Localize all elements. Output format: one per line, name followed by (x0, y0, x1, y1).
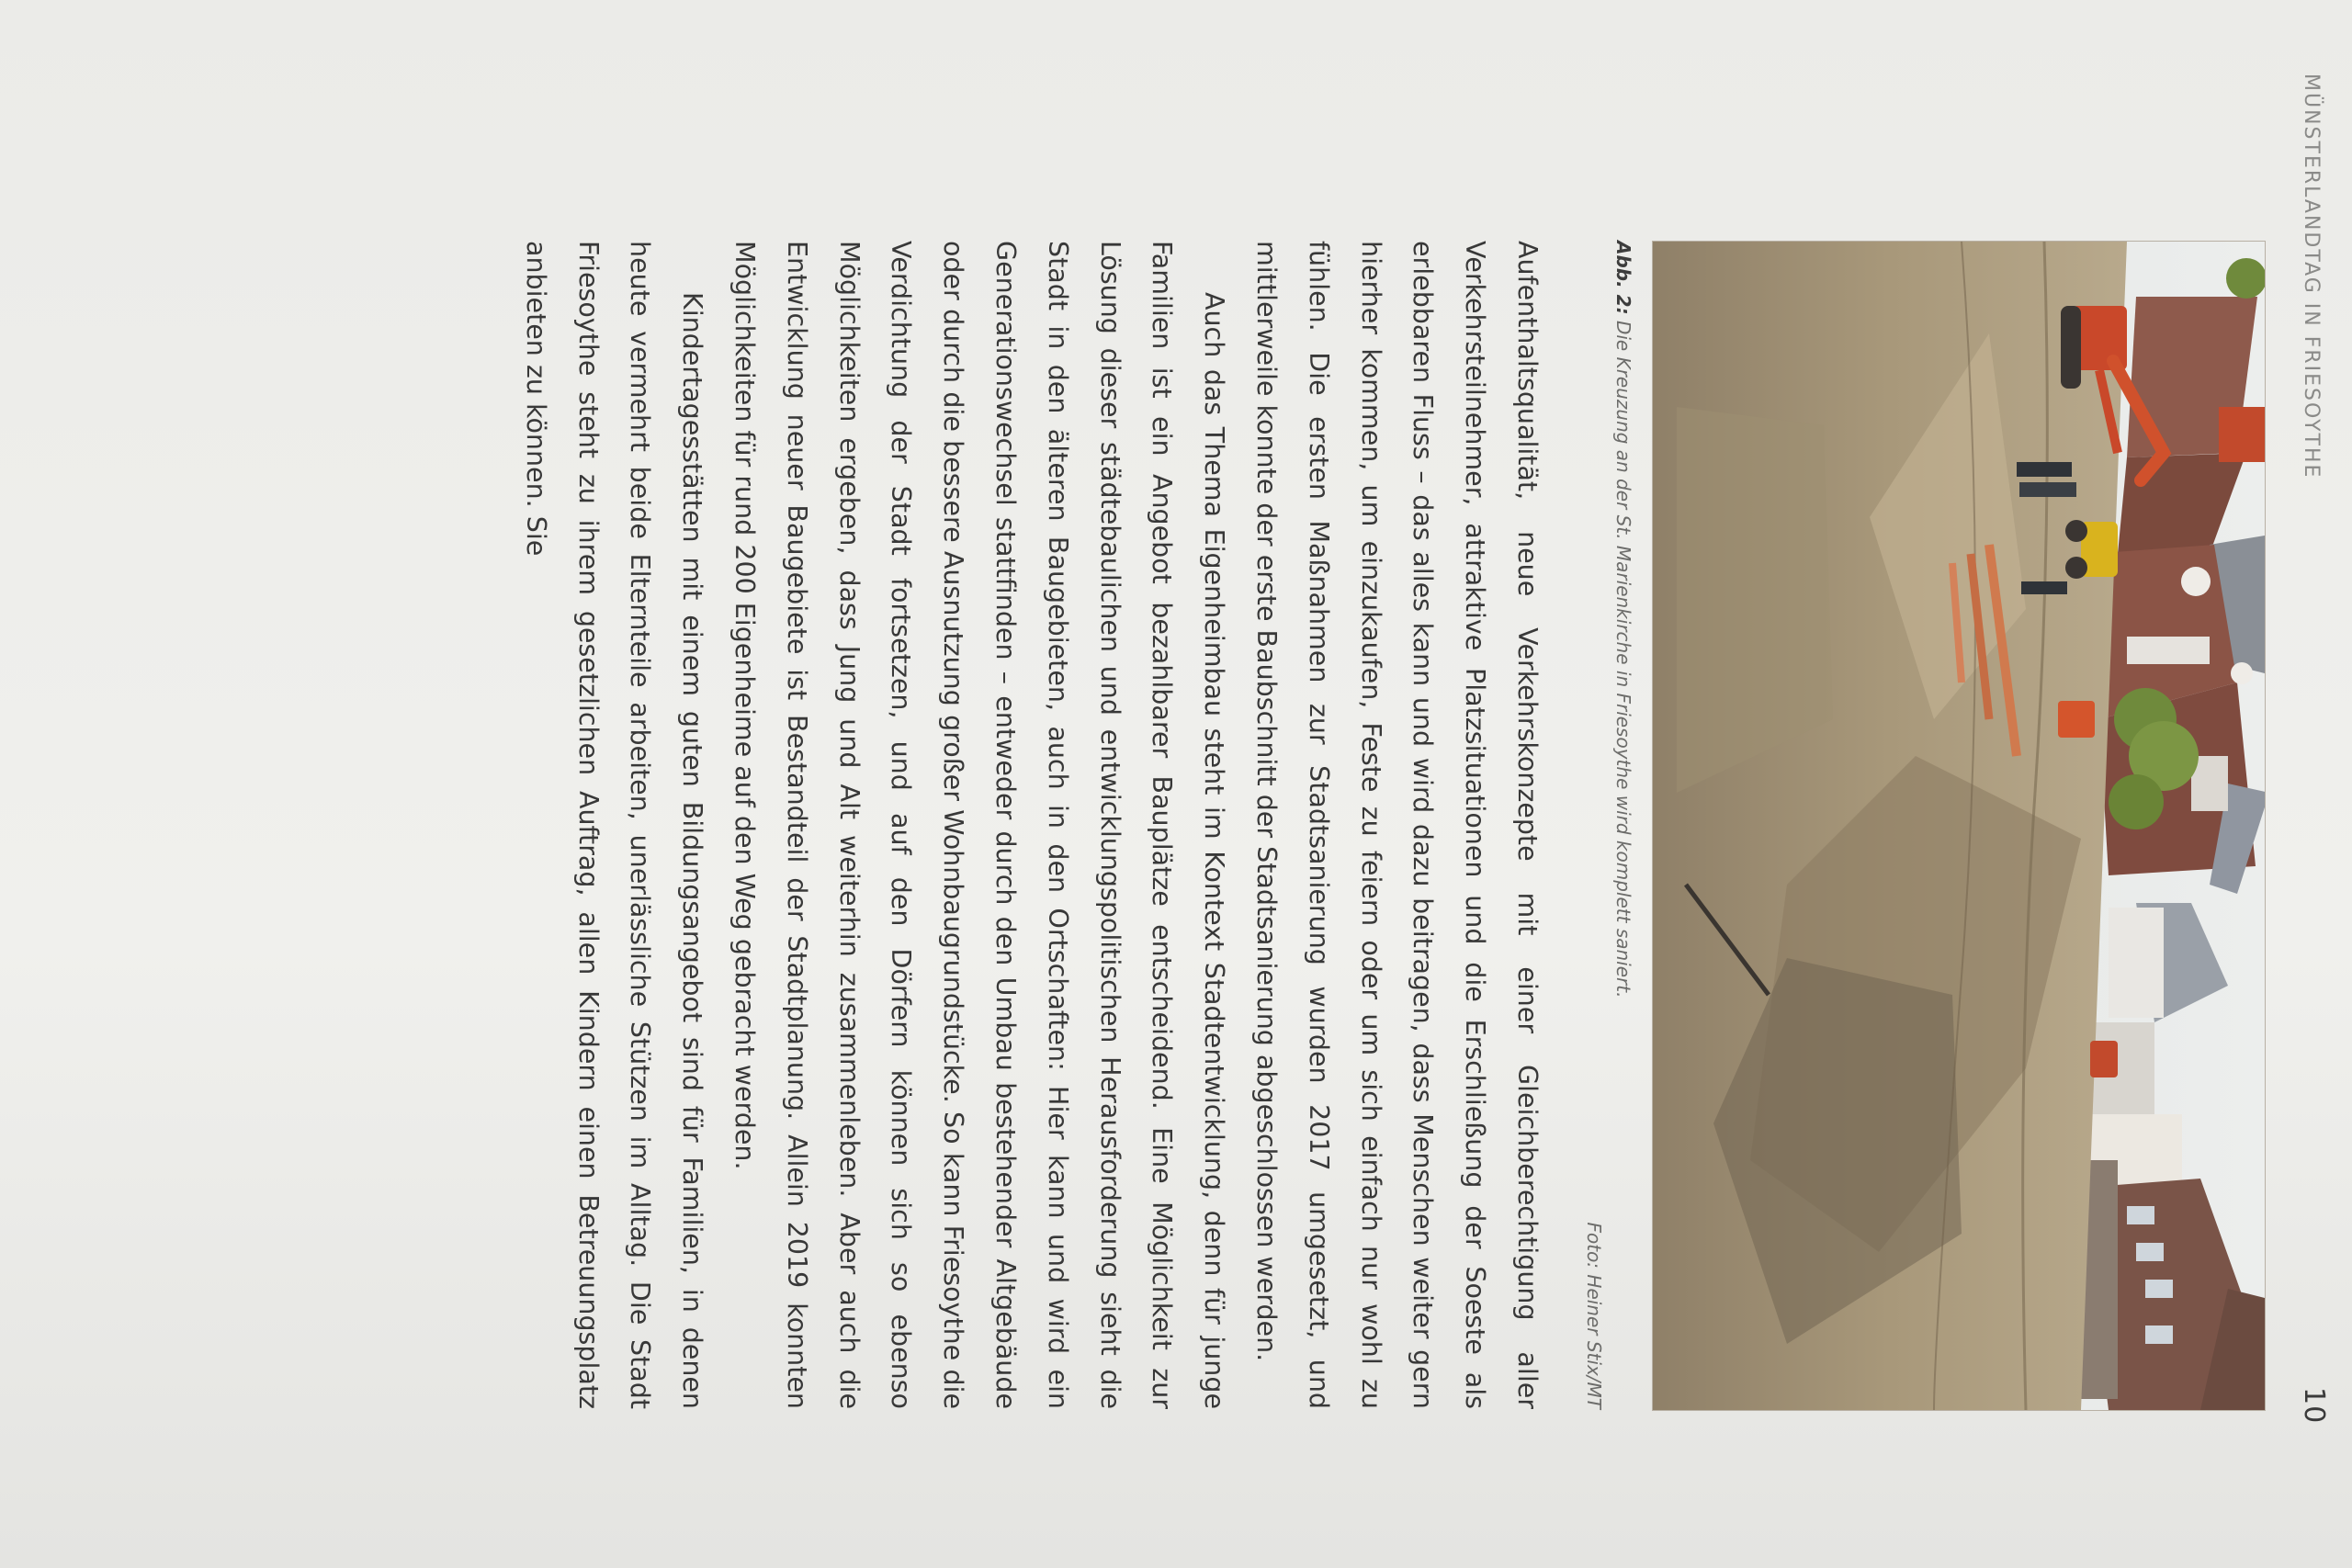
paragraph: Aufenthaltsqualität, neue Verkehrskonzepte mit einer Gleichberechtigung aller Verkehrsteilnehmer, attraktive Platzsituationen und die Erschließung der Soeste als erlebbaren Fluss – das alles kann und wird dazu beitragen, dass Menschen weiter gern hierher kommen, um einzukaufen, Feste zu feiern oder um sich einfach nur wohl zu fühlen. Die ersten Maßnahmen zur Stadtsanierung wurden 2017 umgesetzt, und mittlerweile konnte der erste Baubschnitt der Stadtsanierung abgeschlossen werden. (1251, 241, 1543, 1409)
caption-label: Abb. 2: (1612, 241, 1634, 315)
article-body (509, 241, 1553, 1409)
photo-credit: Foto: Heiner Stix/MT (1583, 1222, 1605, 1409)
page-header (2286, 73, 2332, 1470)
paragraph: Auch das Thema Eigenheimbau steht im Kontext Stadtentwicklung, denn für junge Familien ist ein Angebot bezahlbarer Bauplätze entscheidend. Eine Möglichkeit zur Lösung dieser städtebaulichen und entwicklungspolitischen Herausforderung sieht die Stadt in den älteren Baugebieten, auch in den Ortschaften: Hier kann und wird ein Generationswechsel stattfinden – entweder durch den Umbau bestehender Altgebäude oder durch die bessere Ausnutzung großer Wohnbaugrundstücke. So kann Friesoythe die Verdichtung der Stadt fortsetzen, und auf den Dörfern können sich so ebenso Möglichkeiten ergeben, dass Jung und Alt weiterhin zusammenleben. Aber auch die Entwicklung neuer Baugebiete ist Bestandteil der Stadtplanung. Allein 2019 konnten Möglichkeiten für rund 200 Eigenheime auf den Weg gebracht werden. (729, 241, 1230, 1409)
page-number: 10 (2298, 1387, 2330, 1425)
figure-caption (1583, 241, 1637, 1409)
paragraph: Kindertagesstätten mit einem guten Bildungsangebot sind für Familien, in denen heute vermehrt beide Elternteile arbeiten, unerlässliche Stützen im Alltag. Die Stadt Friesoythe steht zu ihrem gesetzlichen Auftrag, allen Kindern einen Betreuungsplatz anbieten zu können. Sie (520, 241, 708, 1409)
construction-site-photo (1652, 241, 2266, 1411)
running-head: MÜNSTERLANDTAG IN FRIESOYTHE (2300, 73, 2323, 479)
caption-text: Die Kreuzung an der St. Marienkirche in Friesoythe wird komplett saniert. (1612, 320, 1634, 998)
